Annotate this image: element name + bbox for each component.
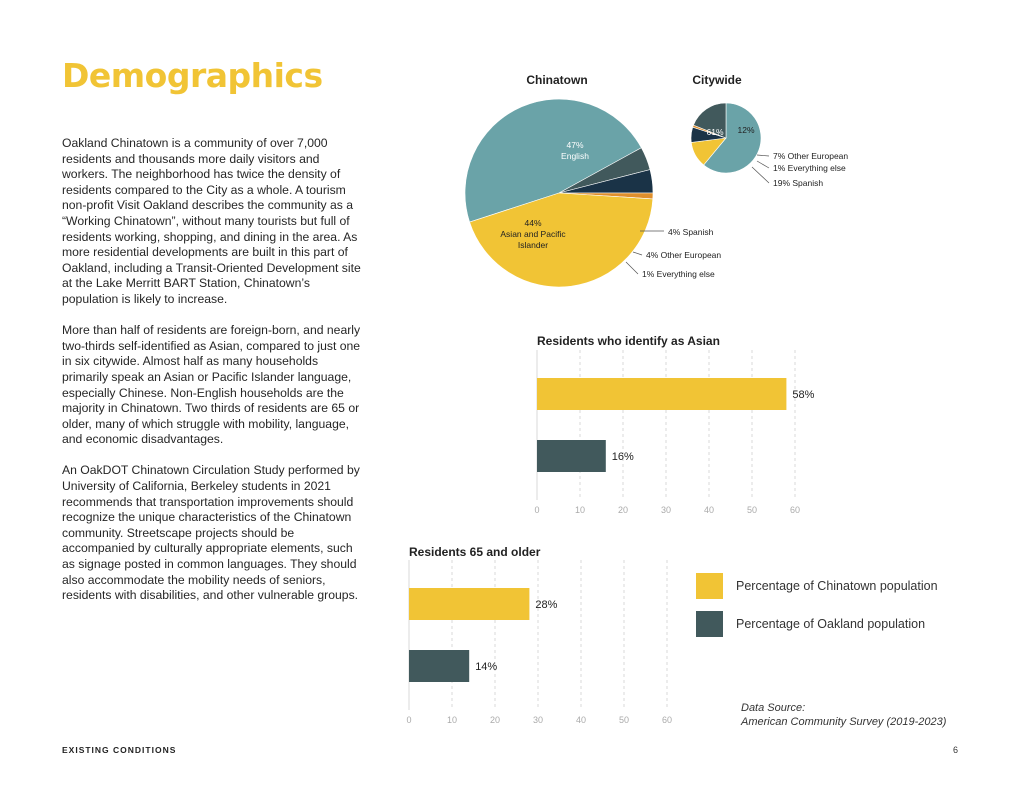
page-number: 6 bbox=[953, 745, 959, 755]
pie-label-chinatown-3: 4% Other European bbox=[646, 250, 722, 260]
seniors-chart-tick-label: 10 bbox=[446, 715, 458, 725]
data-source-name: American Community Survey (2019-2023) bbox=[741, 716, 947, 728]
paragraph-demographics: More than half of residents are foreign-born, and nearly two-thirds self-identified as Asian, compared to just one in six citywide. Almost half as many households primarily speak an Asian or Pacific Islander language, especially Chinese. Non-English households are the majority in Chinatown. Two thirds of residents are 65 or older, many of which struggle with mobility, language, and economic disadvantages. bbox=[62, 323, 361, 447]
pie-label-citywide-5: 19% Spanish bbox=[773, 178, 824, 188]
pie-sublabel-chinatown-5: Asian and Pacific bbox=[500, 229, 566, 239]
pie-sublabel-chinatown-1: English bbox=[561, 151, 589, 161]
language-pie-charts bbox=[0, 0, 1024, 300]
pie-label-chinatown-1: 47% bbox=[566, 140, 584, 150]
pie-leader-line bbox=[752, 167, 769, 183]
asian-chart-value-label-2: 16% bbox=[611, 451, 634, 463]
seniors-chart-tick-label: 50 bbox=[618, 715, 630, 725]
data-source bbox=[741, 701, 946, 729]
seniors-chart-tick-label: 20 bbox=[489, 715, 501, 725]
pie-sublabel-chinatown-5-b: Islander bbox=[517, 240, 549, 250]
asian-chart-tick-label: 10 bbox=[574, 505, 586, 515]
seniors-chart-bar-2 bbox=[409, 650, 469, 682]
legend-label-oakland: Percentage of Oakland population bbox=[736, 617, 926, 631]
seniors-chart-tick-label: 0 bbox=[406, 715, 412, 725]
seniors-chart-tick-label: 30 bbox=[532, 715, 544, 725]
data-source-heading: Data Source: bbox=[741, 702, 806, 714]
paragraph-intro: Oakland Chinatown is a community of over 7,000 residents and thousands more daily visitors and workers. The neighborhood has twice the density of residents compared to the City as a whole. A tourism non-profit Visit Oakland describes the community as a “Working Chinatown”, without many tourists but full of residents working, shopping, and dining in the area. As more residential developments are built in this part of Oakland, including a Transit-Oriented Development site at the Lake Merritt BART Station, Chinatown’s population is likely to increase. bbox=[62, 136, 361, 306]
seniors-chart-value-label-2: 14% bbox=[475, 661, 498, 673]
chinatown-pie-title: Chinatown bbox=[526, 73, 588, 87]
asian-chart-tick-label: 20 bbox=[617, 505, 629, 515]
pie-leader-line bbox=[633, 252, 642, 255]
asian-chart-bar-1 bbox=[537, 378, 786, 410]
asian-chart-tick-label: 60 bbox=[789, 505, 801, 515]
legend-swatch-oakland bbox=[696, 611, 723, 637]
pie-label-chinatown-4: 1% Everything else bbox=[642, 269, 715, 279]
legend-swatch-chinatown bbox=[696, 573, 723, 599]
asian-bar-chart bbox=[527, 345, 817, 525]
pie-leader-line bbox=[757, 161, 769, 168]
seniors-bar-chart-title: Residents 65 and older bbox=[409, 545, 541, 559]
asian-chart-tick-label: 40 bbox=[703, 505, 715, 515]
pie-leader-line bbox=[626, 262, 638, 274]
legend-label-chinatown: Percentage of Chinatown population bbox=[736, 579, 938, 593]
pie-label-citywide-1: 61% bbox=[706, 127, 724, 137]
pie-leader-line bbox=[757, 155, 769, 156]
seniors-chart-tick-label: 60 bbox=[661, 715, 673, 725]
citywide-pie-title: Citywide bbox=[692, 73, 742, 87]
asian-chart-tick-label: 0 bbox=[534, 505, 540, 515]
pie-label-citywide-4: 1% Everything else bbox=[773, 163, 846, 173]
asian-chart-tick-label: 50 bbox=[746, 505, 758, 515]
seniors-bar-chart bbox=[399, 555, 689, 730]
asian-bar-chart-title: Residents who identify as Asian bbox=[537, 334, 720, 348]
paragraph-study: An OakDOT Chinatown Circulation Study performed by University of California, Berkeley students in 2021 recommends that transportation improvements should recognize the unique characteristics of the Chinatown community. Streetscape projects should be accompanied by culturally appropriate elements, such as signage posted in common languages. They should also accommodate the mobility needs of seniors, residents with disabilities, and other vulnerable groups. bbox=[62, 463, 360, 603]
pie-label-chinatown-5: 44% bbox=[524, 218, 542, 228]
asian-chart-value-label-1: 58% bbox=[792, 389, 815, 401]
pie-label-citywide-3: 7% Other European bbox=[773, 151, 849, 161]
pie-label-citywide-2: 12% bbox=[737, 125, 755, 135]
seniors-chart-tick-label: 40 bbox=[575, 715, 587, 725]
asian-chart-tick-label: 30 bbox=[660, 505, 672, 515]
footer-section-label: EXISTING CONDITIONS bbox=[62, 745, 177, 755]
pie-label-chinatown-2: 4% Spanish bbox=[668, 227, 714, 237]
asian-chart-bar-2 bbox=[537, 440, 606, 472]
seniors-chart-bar-1 bbox=[409, 588, 529, 620]
page-title: Demographics bbox=[62, 56, 323, 95]
seniors-chart-value-label-1: 28% bbox=[535, 599, 558, 611]
